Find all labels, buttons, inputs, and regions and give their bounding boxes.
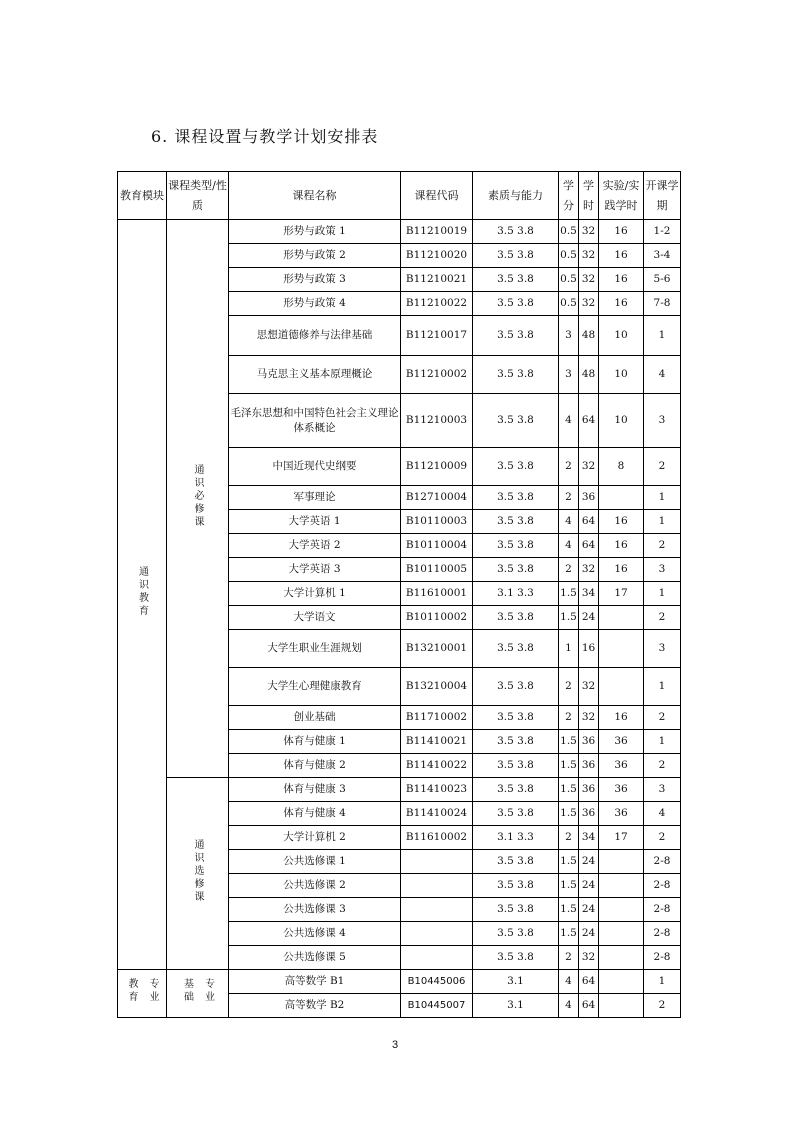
cell-code: B11410022 xyxy=(401,754,473,778)
cell-code: B10110003 xyxy=(401,510,473,534)
cell-name: 大学生职业生涯规划 xyxy=(229,630,401,668)
cell-ability: 3.5 3.8 xyxy=(473,874,559,898)
cell-hours: 32 xyxy=(579,268,599,292)
cell-ability: 3.5 3.8 xyxy=(473,630,559,668)
cell-code: B10445007 xyxy=(401,994,473,1018)
cell-hours: 24 xyxy=(579,850,599,874)
cell-hours: 64 xyxy=(579,394,599,448)
cell-credit: 0.5 xyxy=(559,268,579,292)
cell-code: B11210009 xyxy=(401,448,473,486)
header-type: 课程类型/性质 xyxy=(167,172,229,220)
cell-name: 公共选修课 1 xyxy=(229,850,401,874)
cell-semester: 2 xyxy=(644,534,681,558)
cell-name: 体育与健康 2 xyxy=(229,754,401,778)
cell-ability: 3.5 3.8 xyxy=(473,316,559,356)
cell-practice: 16 xyxy=(599,706,644,730)
cell-practice xyxy=(599,630,644,668)
cell-hours: 32 xyxy=(579,946,599,970)
cell-hours: 64 xyxy=(579,994,599,1018)
cell-ability: 3.5 3.8 xyxy=(473,706,559,730)
cell-hours: 32 xyxy=(579,244,599,268)
cell-code: B11210003 xyxy=(401,394,473,448)
cell-ability: 3.5 3.8 xyxy=(473,850,559,874)
cell-name: 马克思主义基本原理概论 xyxy=(229,356,401,394)
cell-semester: 3 xyxy=(644,394,681,448)
cell-name: 大学计算机 1 xyxy=(229,582,401,606)
cell-name: 大学生心理健康教育 xyxy=(229,668,401,706)
cell-name: 形势与政策 3 xyxy=(229,268,401,292)
cell-semester: 2 xyxy=(644,754,681,778)
cell-credit: 1.5 xyxy=(559,922,579,946)
cell-name: 形势与政策 2 xyxy=(229,244,401,268)
cell-name: 体育与健康 1 xyxy=(229,730,401,754)
cell-code: B11210019 xyxy=(401,220,473,244)
cell-practice: 16 xyxy=(599,292,644,316)
cell-semester: 3 xyxy=(644,778,681,802)
type-professional-basic-label-part: 专业 xyxy=(202,978,214,1004)
header-semester: 开课学期 xyxy=(644,172,681,220)
cell-credit: 1 xyxy=(559,630,579,668)
cell-credit: 4 xyxy=(559,510,579,534)
cell-code xyxy=(401,898,473,922)
header-name: 课程名称 xyxy=(229,172,401,220)
cell-code xyxy=(401,874,473,898)
cell-practice: 16 xyxy=(599,534,644,558)
cell-practice: 8 xyxy=(599,448,644,486)
cell-code: B11210021 xyxy=(401,268,473,292)
cell-code: B11210017 xyxy=(401,316,473,356)
cell-credit: 1.5 xyxy=(559,778,579,802)
cell-ability: 3.5 3.8 xyxy=(473,292,559,316)
cell-name: 大学英语 3 xyxy=(229,558,401,582)
type-professional-basic-label-part: 基础 xyxy=(181,978,193,1004)
cell-credit: 1.5 xyxy=(559,730,579,754)
cell-semester: 1 xyxy=(644,582,681,606)
cell-credit: 1.5 xyxy=(559,802,579,826)
cell-credit: 4 xyxy=(559,970,579,994)
cell-practice xyxy=(599,970,644,994)
cell-hours: 32 xyxy=(579,448,599,486)
module-general-education-label: 通识教育 xyxy=(136,566,148,618)
cell-name: 中国近现代史纲要 xyxy=(229,448,401,486)
type-general-required xyxy=(167,220,229,778)
cell-code: B11410023 xyxy=(401,778,473,802)
cell-ability: 3.5 3.8 xyxy=(473,268,559,292)
cell-hours: 32 xyxy=(579,292,599,316)
cell-semester: 2-8 xyxy=(644,922,681,946)
cell-hours: 36 xyxy=(579,730,599,754)
cell-ability: 3.5 3.8 xyxy=(473,898,559,922)
cell-practice: 16 xyxy=(599,220,644,244)
cell-code xyxy=(401,946,473,970)
cell-code: B11710002 xyxy=(401,706,473,730)
cell-code: B10110004 xyxy=(401,534,473,558)
cell-semester: 1 xyxy=(644,668,681,706)
cell-name: 创业基础 xyxy=(229,706,401,730)
cell-semester: 2-8 xyxy=(644,898,681,922)
course-row xyxy=(118,778,681,802)
header-ability: 素质与能力 xyxy=(473,172,559,220)
cell-practice: 16 xyxy=(599,268,644,292)
cell-credit: 0.5 xyxy=(559,220,579,244)
cell-credit: 1.5 xyxy=(559,754,579,778)
header-code: 课程代码 xyxy=(401,172,473,220)
cell-credit: 1.5 xyxy=(559,606,579,630)
cell-hours: 16 xyxy=(579,630,599,668)
cell-ability: 3.5 3.8 xyxy=(473,394,559,448)
cell-semester: 2 xyxy=(644,826,681,850)
cell-practice xyxy=(599,606,644,630)
cell-credit: 4 xyxy=(559,394,579,448)
type-general-elective xyxy=(167,778,229,970)
cell-name: 思想道德修养与法律基础 xyxy=(229,316,401,356)
cell-hours: 48 xyxy=(579,356,599,394)
cell-practice xyxy=(599,486,644,510)
cell-code: B11610001 xyxy=(401,582,473,606)
cell-code: B11210022 xyxy=(401,292,473,316)
cell-ability: 3.5 3.8 xyxy=(473,244,559,268)
header-hours: 学时 xyxy=(579,172,599,220)
cell-semester: 1 xyxy=(644,730,681,754)
cell-practice: 10 xyxy=(599,356,644,394)
cell-name: 军事理论 xyxy=(229,486,401,510)
cell-ability: 3.5 3.8 xyxy=(473,448,559,486)
cell-credit: 1.5 xyxy=(559,582,579,606)
cell-ability: 3.5 3.8 xyxy=(473,356,559,394)
cell-practice xyxy=(599,922,644,946)
cell-credit: 1.5 xyxy=(559,874,579,898)
cell-credit: 2 xyxy=(559,826,579,850)
cell-name: 高等数学 B2 xyxy=(229,994,401,1018)
cell-credit: 4 xyxy=(559,534,579,558)
cell-semester: 2 xyxy=(644,994,681,1018)
cell-practice: 36 xyxy=(599,730,644,754)
cell-hours: 36 xyxy=(579,778,599,802)
cell-ability: 3.1 xyxy=(473,970,559,994)
module-general-education xyxy=(118,220,167,970)
cell-practice: 36 xyxy=(599,778,644,802)
cell-name: 大学计算机 2 xyxy=(229,826,401,850)
cell-practice: 16 xyxy=(599,244,644,268)
cell-name: 形势与政策 4 xyxy=(229,292,401,316)
cell-credit: 2 xyxy=(559,448,579,486)
cell-hours: 32 xyxy=(579,558,599,582)
cell-code: B10110002 xyxy=(401,606,473,630)
module-professional-education-label-part: 专业 xyxy=(147,978,158,1004)
cell-ability: 3.1 3.3 xyxy=(473,582,559,606)
cell-code: B13210001 xyxy=(401,630,473,668)
header-practice: 实验/实践学时 xyxy=(599,172,644,220)
cell-practice: 36 xyxy=(599,802,644,826)
module-professional-education xyxy=(118,970,167,1018)
cell-semester: 3-4 xyxy=(644,244,681,268)
cell-code: B11210002 xyxy=(401,356,473,394)
cell-credit: 2 xyxy=(559,486,579,510)
cell-hours: 24 xyxy=(579,606,599,630)
cell-practice: 16 xyxy=(599,510,644,534)
cell-practice: 17 xyxy=(599,826,644,850)
cell-semester: 1 xyxy=(644,970,681,994)
type-professional-basic xyxy=(167,970,229,1018)
cell-semester: 2 xyxy=(644,706,681,730)
cell-ability: 3.5 3.8 xyxy=(473,558,559,582)
cell-ability: 3.5 3.8 xyxy=(473,486,559,510)
cell-credit: 0.5 xyxy=(559,244,579,268)
page-number: 3 xyxy=(392,1039,399,1051)
type-general-elective-label: 通识选修课 xyxy=(192,838,203,904)
cell-name: 形势与政策 1 xyxy=(229,220,401,244)
cell-code: B11210020 xyxy=(401,244,473,268)
cell-hours: 32 xyxy=(579,706,599,730)
cell-code: B12710004 xyxy=(401,486,473,510)
cell-code: B11610002 xyxy=(401,826,473,850)
cell-semester: 2 xyxy=(644,448,681,486)
cell-practice: 17 xyxy=(599,582,644,606)
cell-ability: 3.5 3.8 xyxy=(473,946,559,970)
module-professional-education-label-part: 教育 xyxy=(126,978,137,1004)
cell-practice xyxy=(599,994,644,1018)
cell-practice: 10 xyxy=(599,394,644,448)
cell-name: 体育与健康 3 xyxy=(229,778,401,802)
cell-credit: 2 xyxy=(559,668,579,706)
cell-hours: 32 xyxy=(579,668,599,706)
cell-hours: 24 xyxy=(579,874,599,898)
cell-name: 公共选修课 3 xyxy=(229,898,401,922)
cell-practice: 10 xyxy=(599,316,644,356)
cell-name: 大学英语 2 xyxy=(229,534,401,558)
cell-semester: 4 xyxy=(644,356,681,394)
cell-practice xyxy=(599,898,644,922)
cell-hours: 64 xyxy=(579,534,599,558)
cell-name: 大学英语 1 xyxy=(229,510,401,534)
cell-credit: 1.5 xyxy=(559,850,579,874)
cell-code: B10445006 xyxy=(401,970,473,994)
cell-semester: 2 xyxy=(644,606,681,630)
cell-ability: 3.5 3.8 xyxy=(473,730,559,754)
cell-semester: 2-8 xyxy=(644,874,681,898)
cell-practice xyxy=(599,874,644,898)
cell-ability: 3.1 3.3 xyxy=(473,826,559,850)
section-heading: 6. 课程设置与教学计划安排表 xyxy=(151,127,379,146)
cell-semester: 3 xyxy=(644,558,681,582)
cell-semester: 5-6 xyxy=(644,268,681,292)
cell-code: B11410024 xyxy=(401,802,473,826)
header-credit: 学分 xyxy=(559,172,579,220)
cell-hours: 36 xyxy=(579,754,599,778)
cell-semester: 1-2 xyxy=(644,220,681,244)
cell-semester: 7-8 xyxy=(644,292,681,316)
type-general-required-label: 通识必修课 xyxy=(192,463,203,529)
cell-hours: 32 xyxy=(579,220,599,244)
cell-code xyxy=(401,922,473,946)
cell-name: 毛泽东思想和中国特色社会主义理论体系概论 xyxy=(229,394,401,448)
cell-practice xyxy=(599,946,644,970)
cell-ability: 3.1 xyxy=(473,994,559,1018)
cell-credit: 4 xyxy=(559,994,579,1018)
type-professional-basic-label xyxy=(180,978,216,1004)
cell-ability: 3.5 3.8 xyxy=(473,510,559,534)
cell-hours: 48 xyxy=(579,316,599,356)
cell-name: 大学语文 xyxy=(229,606,401,630)
cell-ability: 3.5 3.8 xyxy=(473,220,559,244)
cell-hours: 36 xyxy=(579,486,599,510)
cell-hours: 34 xyxy=(579,826,599,850)
cell-semester: 2-8 xyxy=(644,850,681,874)
cell-hours: 24 xyxy=(579,898,599,922)
cell-credit: 2 xyxy=(559,558,579,582)
cell-credit: 3 xyxy=(559,356,579,394)
cell-credit: 2 xyxy=(559,946,579,970)
cell-ability: 3.5 3.8 xyxy=(473,802,559,826)
cell-semester: 1 xyxy=(644,316,681,356)
cell-practice: 36 xyxy=(599,754,644,778)
course-row xyxy=(118,970,681,994)
cell-practice xyxy=(599,850,644,874)
cell-semester: 3 xyxy=(644,630,681,668)
cell-code: B11410021 xyxy=(401,730,473,754)
cell-ability: 3.5 3.8 xyxy=(473,606,559,630)
cell-hours: 36 xyxy=(579,802,599,826)
header-row xyxy=(118,172,681,220)
cell-hours: 24 xyxy=(579,922,599,946)
header-module: 教育模块 xyxy=(118,172,167,220)
cell-semester: 1 xyxy=(644,486,681,510)
cell-hours: 64 xyxy=(579,970,599,994)
cell-code: B10110005 xyxy=(401,558,473,582)
cell-ability: 3.5 3.8 xyxy=(473,754,559,778)
course-row xyxy=(118,220,681,244)
cell-credit: 3 xyxy=(559,316,579,356)
course-plan-table xyxy=(117,171,681,1018)
cell-name: 公共选修课 2 xyxy=(229,874,401,898)
cell-ability: 3.5 3.8 xyxy=(473,534,559,558)
cell-credit: 2 xyxy=(559,706,579,730)
cell-semester: 1 xyxy=(644,510,681,534)
cell-code xyxy=(401,850,473,874)
cell-name: 体育与健康 4 xyxy=(229,802,401,826)
cell-name: 公共选修课 5 xyxy=(229,946,401,970)
cell-ability: 3.5 3.8 xyxy=(473,778,559,802)
cell-name: 高等数学 B1 xyxy=(229,970,401,994)
cell-name: 公共选修课 4 xyxy=(229,922,401,946)
cell-ability: 3.5 3.8 xyxy=(473,922,559,946)
cell-credit: 0.5 xyxy=(559,292,579,316)
cell-practice xyxy=(599,668,644,706)
cell-credit: 1.5 xyxy=(559,898,579,922)
cell-code: B13210004 xyxy=(401,668,473,706)
cell-practice: 16 xyxy=(599,558,644,582)
cell-semester: 2-8 xyxy=(644,946,681,970)
cell-hours: 64 xyxy=(579,510,599,534)
module-professional-education-label xyxy=(124,978,160,1004)
cell-hours: 34 xyxy=(579,582,599,606)
cell-semester: 4 xyxy=(644,802,681,826)
cell-ability: 3.5 3.8 xyxy=(473,668,559,706)
